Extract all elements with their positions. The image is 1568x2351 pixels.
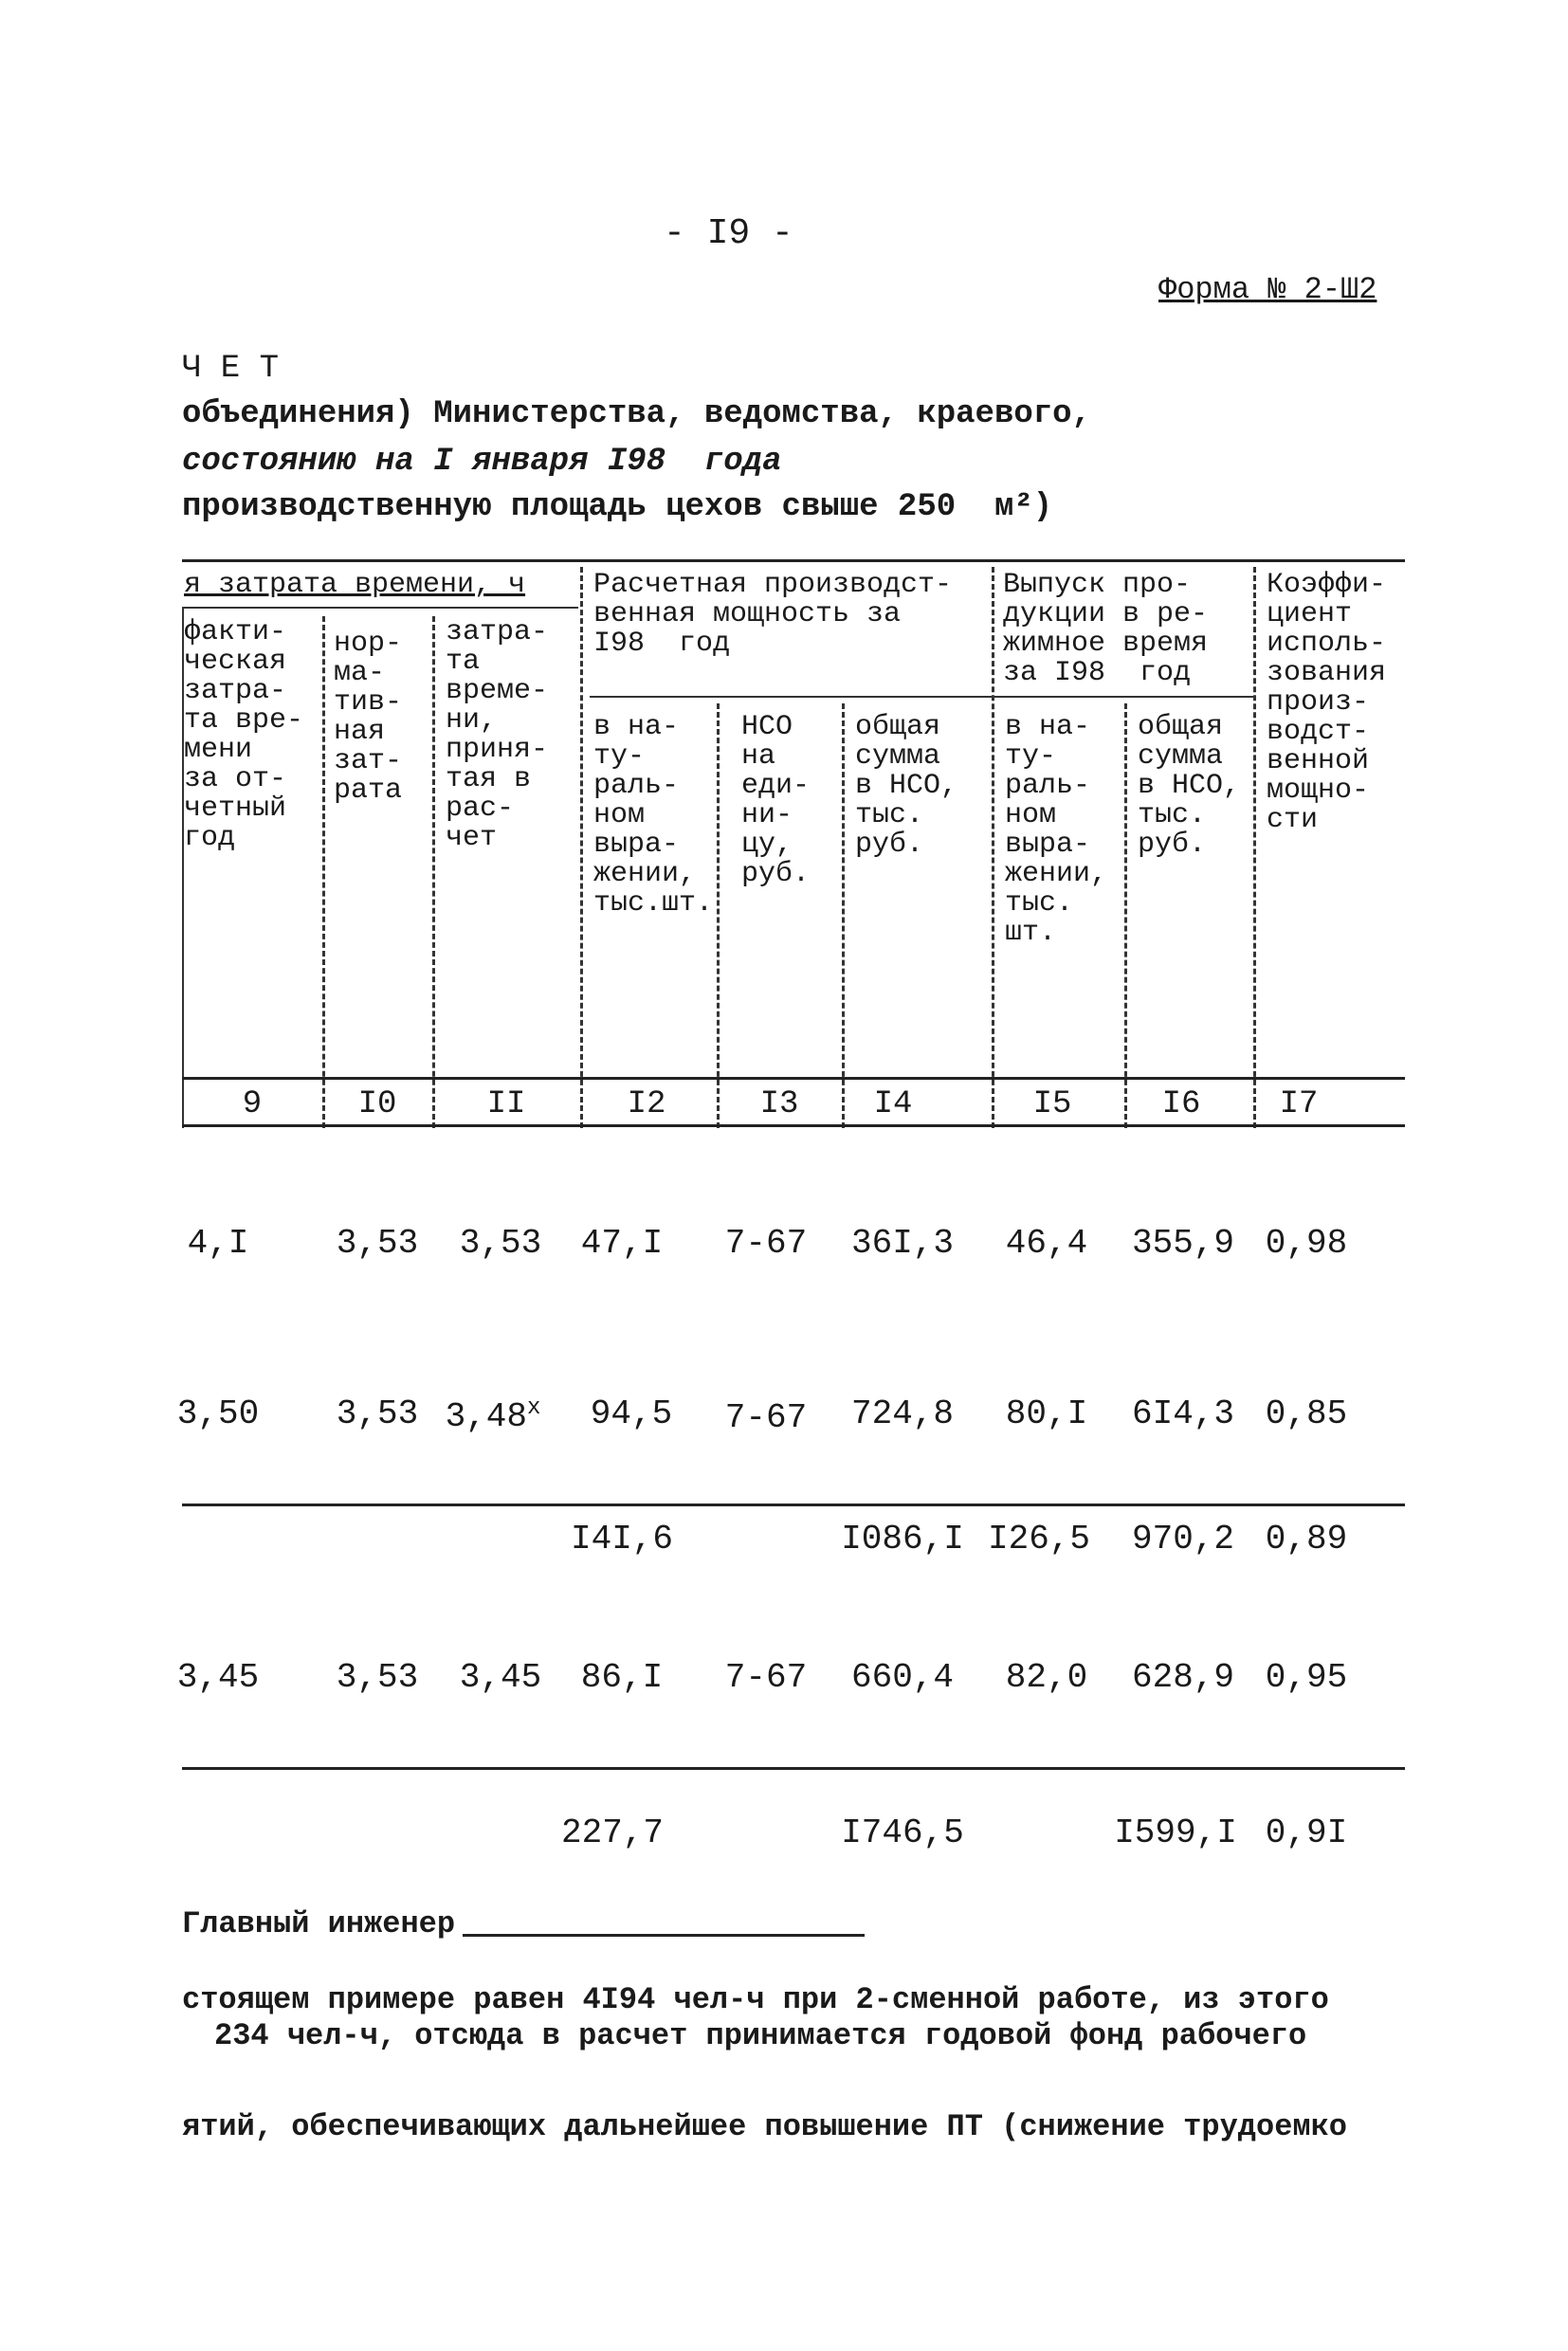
table-cell: I4I,6 [570,1520,674,1558]
table-cell: 660,4 [850,1658,955,1697]
footer-line-3: ятий, обеспечивающих дальнейшее повышение ПТ (снижение трудоемко [182,2109,1347,2144]
table-cell: 3,45 [176,1658,260,1697]
table-cell: 82,0 [1005,1658,1088,1697]
column-number-9: 9 [242,1086,263,1122]
table-cell: 3,53 [336,1394,419,1433]
separator-13-14 [842,703,845,1128]
table-cell: 7-67 [724,1398,808,1437]
column-number-16: I6 [1161,1086,1201,1122]
table-cell: 3,53 [336,1224,419,1263]
table-cell: 7-67 [724,1658,808,1697]
group-header-output: Выпуск про- дукции в ре- жимное время за I98 год [1003,569,1209,689]
table-cell: 355,9 [1131,1224,1235,1263]
table-cell: 0,85 [1265,1394,1348,1433]
column-header-10: нор- ма- тив- ная зат- рата [334,628,403,807]
title-line-3: состоянию на I января I98 года [182,444,782,480]
form-label: Форма № 2-Ш2 [1158,272,1377,307]
table-cell: 970,2 [1131,1520,1235,1558]
table-cell: 0,95 [1265,1658,1348,1697]
table-cell: 0,9I [1265,1813,1348,1852]
column-number-12: I2 [627,1086,666,1122]
total-rule [182,1767,1405,1770]
separator-16-17 [1253,567,1256,1128]
table-cell: 628,9 [1131,1658,1235,1697]
column-number-bottom-rule [182,1124,1405,1127]
table-cell: 47,I [580,1224,664,1263]
title-line-2: объединения) Министерства, ведомства, краевого, [182,396,1091,432]
table-cell: 80,I [1005,1394,1088,1433]
column-number-13: I3 [759,1086,799,1122]
table-cell: 227,7 [560,1813,665,1852]
table-left-border [182,609,184,1128]
table-cell: I599,I [1114,1813,1237,1852]
subtotal-rule [182,1504,1405,1506]
title-line-4: производственную площадь цехов свыше 250 м²) [182,489,1053,525]
table-top-rule [182,559,1405,562]
separator-15-16 [1124,703,1127,1128]
column-number-10: I0 [357,1086,397,1122]
column-header-15: в на- ту- раль- ном выра- жении, тыс. шт. [1005,711,1108,949]
subgroup-rule [590,696,1253,698]
column-number-17: I7 [1279,1086,1319,1122]
separator-14-15 [992,567,994,1128]
separator-9-10 [322,616,325,1128]
group-header-capacity: Расчетная производст- венная мощность за I98 год [593,569,953,660]
table-cell: 3,45 [459,1658,542,1697]
signature-line [463,1934,865,1937]
column-number-15: I5 [1032,1086,1072,1122]
table-cell: 3,53 [459,1224,542,1263]
table-cell: 724,8 [850,1394,955,1433]
separator-12-13 [717,703,720,1128]
column-number-14: I4 [873,1086,913,1122]
group-header-coefficient: Коэффи- циент исполь- зования произ- водст- венной мощно- сти [1267,569,1387,836]
column-header-16: общая сумма в НСО, тыс. руб. [1138,711,1241,861]
signature-label: Главный инженер [182,1906,456,1941]
column-header-13: НСО на еди- ни- цу, руб. [741,711,811,890]
separator-10-11 [432,616,435,1128]
column-header-12: в на- ту- раль- ном выра- жении, тыс.шт. [593,711,714,920]
table-cell: 46,4 [1005,1224,1088,1263]
table-cell: 3,53 [336,1658,419,1697]
table-cell: 3,48$^x$ [445,1395,541,1436]
table-cell: 0,89 [1265,1520,1348,1558]
table-cell: 0,98 [1265,1224,1348,1263]
column-header-9: факти- ческая затра- та вре- мени за от- четный год [184,616,304,854]
footer-line-2: 234 чел-ч, отсюда в расчет принимается годовой фонд рабочего [214,2018,1307,2053]
column-number-11: II [486,1086,526,1122]
table-cell: 94,5 [590,1394,673,1433]
table-cell: 3,50 [176,1394,260,1433]
table-cell: 36I,3 [850,1224,955,1263]
table-cell: 6I4,3 [1131,1394,1235,1433]
separator-11-12 [580,567,583,1128]
time-group-rule [182,607,578,609]
column-number-top-rule [182,1077,1405,1080]
table-cell: I746,5 [841,1813,964,1852]
table-cell: 86,I [580,1658,664,1697]
table-cell: 4,I [187,1224,249,1263]
table-cell: I26,5 [987,1520,1091,1558]
footer-line-1: стоящем примере равен 4I94 чел-ч при 2-сменной работе, из этого [182,1982,1329,2017]
title-line-1: Ч Е Т [182,351,280,387]
footnote-mark: x [527,1395,541,1421]
table-cell: 7-67 [724,1224,808,1263]
column-header-11: затра- та време- ни, приня- тая в рас- чет [446,616,549,854]
table-cell: I086,I [841,1520,964,1558]
column-header-14: общая сумма в НСО, тыс. руб. [855,711,958,861]
group-header-time: я затрата времени, ч [184,569,526,601]
page-number: - I9 - [664,213,793,254]
